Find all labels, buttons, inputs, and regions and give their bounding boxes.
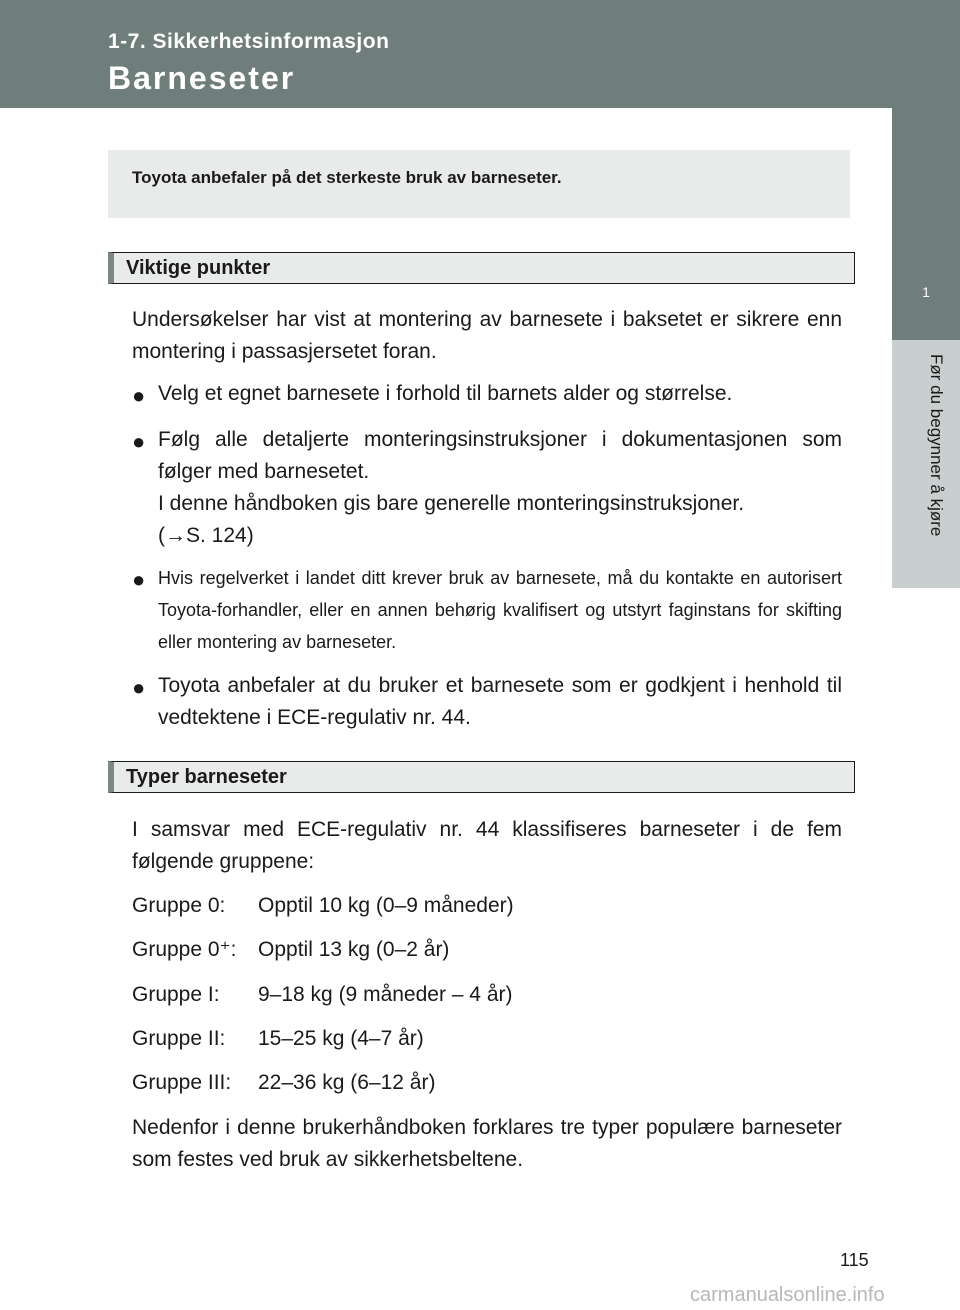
bullet-text: Velg et egnet barnesete i forhold til barnets alder og størrelse. <box>158 382 733 405</box>
bullet-text: Toyota anbefaler at du bruker et barnesete som er godkjent i henhold til vedtektene i ECE-regulativ nr. 44. <box>158 674 842 729</box>
group-value: 9–18 kg (9 måneder – 4 år) <box>258 983 513 1006</box>
bullet-dot-icon: ● <box>132 429 146 454</box>
chapter-label: Før du begynner å kjøre <box>927 354 946 537</box>
footer-watermark: carmanualsonline.info <box>690 1284 885 1306</box>
group-value: Opptil 10 kg (0–9 måneder) <box>258 894 514 917</box>
group-value: 15–25 kg (4–7 år) <box>258 1027 424 1050</box>
intro-paragraph: Undersøkelser har vist at montering av barnesete i baksetet er sikrere enn montering i passasjersetet foran. <box>132 308 842 363</box>
side-tab-upper <box>892 108 960 244</box>
chapter-tab <box>892 340 960 588</box>
side-tab <box>880 108 960 1310</box>
group-value: Opptil 13 kg (0–2 år) <box>258 938 450 961</box>
page-reference-link[interactable]: (→S. 124) <box>158 524 254 547</box>
bullet-dot-icon: ● <box>132 675 146 700</box>
group-value: 22–36 kg (6–12 år) <box>258 1071 436 1094</box>
group-label: Gruppe I: <box>132 983 220 1006</box>
bullet-text: Hvis regelverket i landet ditt krever bruk av barnesete, må du kontakte en autorisert Toyota-forhandler, eller en annen behørig kvalifisert og utstyrt faginstans for skifting eller montering av barneseter. <box>158 568 842 652</box>
bullet-dot-icon: ● <box>132 567 146 592</box>
chapter-number: 1 <box>892 244 960 340</box>
page-header <box>0 0 960 108</box>
group-label: Gruppe II: <box>132 1027 226 1050</box>
heading-viktige-punkter <box>108 252 855 284</box>
page-number: 115 <box>840 1250 869 1270</box>
section-label: 1-7. Sikkerhetsinformasjon <box>108 30 390 53</box>
heading-label: Typer barneseter <box>126 766 287 788</box>
intro-box <box>108 150 850 218</box>
groups-intro-paragraph: I samsvar med ECE-regulativ nr. 44 klassifiseres barneseter i de fem følgende gruppene: <box>132 818 842 873</box>
group-label: Gruppe III: <box>132 1071 232 1094</box>
closing-paragraph: Nedenfor i denne brukerhåndboken forklares tre typer populære barneseter som festes ved bruk av sikkerhetsbeltene. <box>132 1116 842 1171</box>
heading-label: Viktige punkter <box>126 257 271 279</box>
bullet-dot-icon: ● <box>132 383 146 408</box>
bullet-text: Følg alle detaljerte monteringsinstruksjoner i dokumentasjonen som følger med barnesetet. <box>158 428 842 483</box>
page-title: Barneseter <box>108 60 296 96</box>
intro-text: Toyota anbefaler på det sterkeste bruk av barneseter. <box>132 168 562 187</box>
group-label: Gruppe 0: <box>132 894 226 917</box>
group-label: Gruppe 0⁺: <box>132 938 237 961</box>
heading-typer-barneseter <box>108 761 855 793</box>
bullet-text: I denne håndboken gis bare generelle monteringsinstruksjoner. <box>158 492 745 515</box>
